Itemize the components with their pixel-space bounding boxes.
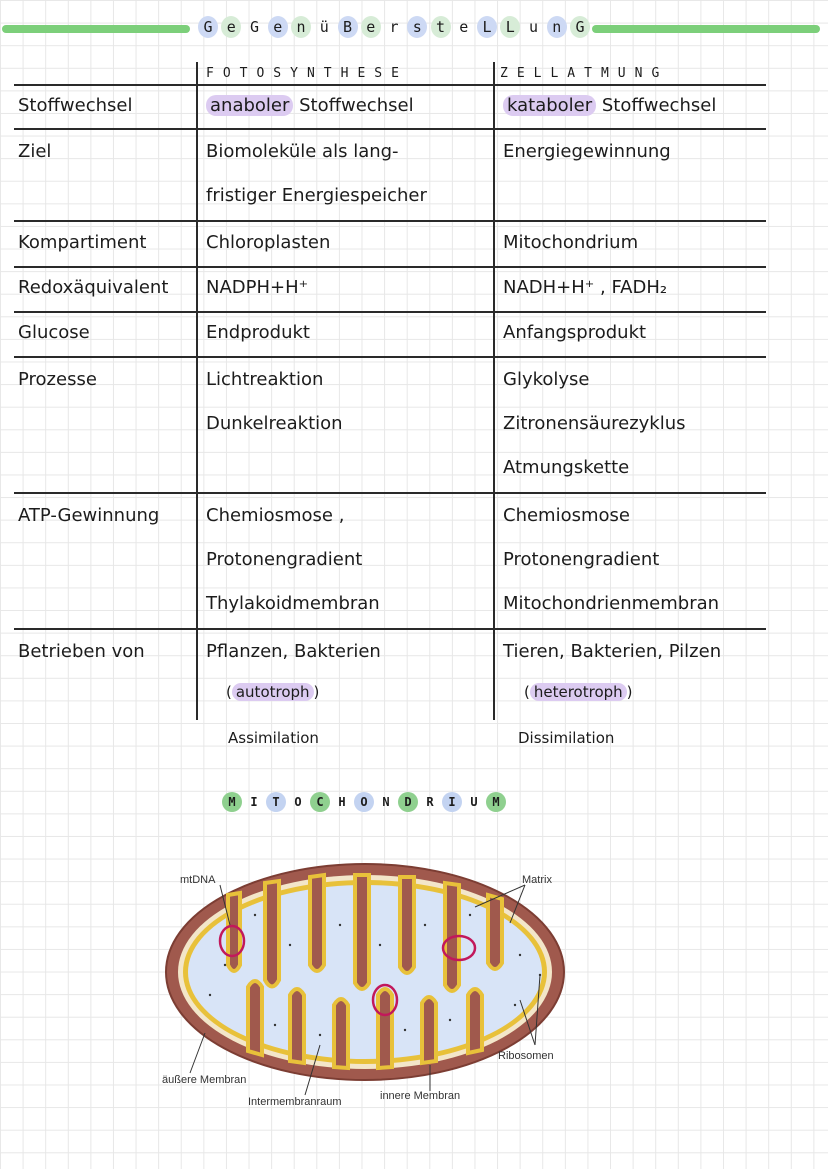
highlight-anaboler: anaboler	[206, 95, 293, 116]
title-letter: n	[291, 16, 311, 38]
cell-zell-atp-2: Protonengradient	[503, 549, 660, 570]
cell-text: Stoffwechsel	[293, 95, 414, 116]
ribosome-dot	[254, 914, 256, 916]
highlight-kataboler: kataboler	[503, 95, 596, 116]
crista	[265, 881, 279, 987]
row-label-atp: ATP-Gewinnung	[18, 505, 160, 526]
title-letter: u	[528, 18, 539, 36]
highlight-heterotroph: heterotroph	[530, 683, 627, 701]
label-mtdna: mtDNA	[180, 874, 216, 886]
cell-foto-ziel-2: fristiger Energiespeicher	[206, 185, 427, 206]
crista	[228, 893, 240, 971]
cell-zell-redox: NADH+H⁺ , FADH₂	[503, 277, 668, 298]
title-letter: G	[570, 16, 590, 38]
cell-foto-atp-1: Chemiosmose ,	[206, 505, 345, 526]
ribosome-dot	[469, 914, 471, 916]
mito-title-letter: R	[426, 795, 434, 809]
crista	[422, 997, 436, 1063]
ribosome-dot	[404, 1029, 406, 1031]
row-label-betrieben: Betrieben von	[18, 641, 145, 662]
cell-foto-betrieben: Pflanzen, Bakterien	[206, 641, 381, 662]
title-letter: ü	[319, 18, 329, 36]
cell-zell-atp-3: Mitochondrienmembran	[503, 593, 720, 614]
title-bar	[0, 16, 828, 42]
cell-foto-kompartiment: Chloroplasten	[206, 232, 331, 253]
mito-title-letter: H	[338, 795, 346, 809]
mito-title-letter: U	[470, 795, 478, 809]
row-label-kompartiment: Kompartiment	[18, 232, 147, 253]
ribosome-dot	[424, 924, 426, 926]
label-innere-membran: innere Membran	[380, 1090, 461, 1102]
mitochondrium-title	[222, 792, 522, 812]
cell-foto-ziel-1: Biomoleküle als lang-	[206, 141, 399, 162]
ribosome-dot	[379, 944, 381, 946]
mito-title-letter: C	[310, 792, 330, 812]
title-letter: t	[431, 16, 451, 38]
mito-title-letter: N	[382, 795, 390, 809]
title-letter: G	[249, 18, 260, 36]
ribosome-dot	[274, 1024, 276, 1026]
row-label-glucose: Glucose	[18, 322, 90, 343]
cell-zell-prozesse-1: Glykolyse	[503, 369, 590, 390]
cell-zell-glucose: Anfangsprodukt	[503, 322, 647, 343]
crista	[468, 989, 482, 1053]
ribosome-dot	[319, 1034, 321, 1036]
label-ribosomen: Ribosomen	[498, 1050, 554, 1062]
mito-title-letter: O	[354, 792, 374, 812]
cell-foto-prozesse-1: Lichtreaktion	[206, 369, 324, 390]
mito-title-letter: T	[266, 792, 286, 812]
cell-foto-atp-3: Thylakoidmembran	[206, 593, 380, 614]
label-aeussere-membran: äußere Membran	[162, 1074, 247, 1086]
mitochondrion-diagram	[150, 855, 590, 1115]
ribosome-dot	[514, 1004, 516, 1006]
mito-title-letter: I	[250, 795, 258, 809]
cell-foto-trophie: ( autotroph )	[226, 683, 320, 701]
crista	[400, 877, 414, 973]
row-label-stoffwechsel: Stoffwechsel	[18, 95, 133, 116]
ribosome-dot	[519, 954, 521, 956]
cell-text: Stoffwechsel	[596, 95, 717, 116]
leader-aeussere	[190, 1033, 205, 1073]
cell-foto-redox: NADPH+H⁺	[206, 277, 309, 298]
footer-dissimilation: Dissimilation	[518, 729, 615, 747]
col-header-fotosynthese: FOTOSYNTHESE	[206, 66, 408, 81]
ribosome-dot	[224, 964, 226, 966]
cell-zell-prozesse-3: Atmungskette	[503, 457, 630, 478]
cell-zell-betrieben: Tieren, Bakterien, Pilzen	[503, 641, 722, 662]
row-label-redox: Redoxäquivalent	[18, 277, 169, 298]
cristae-top	[228, 875, 502, 991]
ribosome-dot	[449, 1019, 451, 1021]
cell-zell-trophie: ( heterotroph )	[524, 683, 633, 701]
mito-title-letter: I	[442, 792, 462, 812]
crista	[248, 981, 262, 1055]
label-intermembranraum: Intermembranraum	[248, 1096, 342, 1108]
cell-zell-stoffwechsel	[503, 84, 716, 128]
title-letter: s	[407, 16, 427, 38]
row-label-prozesse: Prozesse	[18, 369, 97, 390]
label-matrix: Matrix	[522, 874, 552, 886]
cell-zell-kompartiment: Mitochondrium	[503, 232, 639, 253]
title-rule-left	[2, 25, 190, 33]
title-letter: B	[338, 16, 358, 38]
cell-foto-atp-2: Protonengradient	[206, 549, 363, 570]
cell-zell-atp-1: Chemiosmose	[503, 505, 630, 526]
cell-foto-glucose: Endprodukt	[206, 322, 310, 343]
title-letter: L	[500, 16, 520, 38]
mito-title-letter: O	[294, 795, 302, 809]
crista	[378, 989, 392, 1068]
title-rule-right	[592, 25, 820, 33]
mito-title-letter: D	[398, 792, 418, 812]
ribosome-dot	[339, 924, 341, 926]
cell-zell-prozesse-2: Zitronensäurezyklus	[503, 413, 686, 434]
col-header-zellatmung: ZELLATMUNG	[500, 66, 669, 81]
mito-title-letter: M	[222, 792, 242, 812]
title-letter: e	[268, 16, 288, 38]
crista	[488, 895, 502, 969]
title-letter: n	[547, 16, 567, 38]
cell-foto-stoffwechsel	[206, 84, 414, 128]
title-letter: e	[459, 18, 469, 36]
page-title	[198, 16, 590, 38]
table-rule	[14, 356, 766, 358]
ribosome-dot	[209, 994, 211, 996]
title-letter: G	[198, 16, 218, 38]
table-divider-2	[493, 62, 495, 720]
ribosome-dot	[289, 944, 291, 946]
row-label-ziel: Ziel	[18, 141, 52, 162]
table-divider-1	[196, 62, 198, 720]
table-rule	[14, 311, 766, 313]
title-letter: e	[221, 16, 241, 38]
crista	[355, 875, 369, 989]
cell-foto-prozesse-2: Dunkelreaktion	[206, 413, 343, 434]
crista	[334, 999, 348, 1068]
mito-title-letter: M	[486, 792, 506, 812]
crista	[290, 989, 304, 1063]
highlight-autotroph: autotroph	[232, 683, 314, 701]
title-letter: e	[361, 16, 381, 38]
title-letter: r	[389, 18, 399, 36]
title-letter: L	[477, 16, 497, 38]
cell-zell-ziel: Energiegewinnung	[503, 141, 671, 162]
crista	[310, 875, 324, 971]
footer-assimilation: Assimilation	[228, 729, 319, 747]
